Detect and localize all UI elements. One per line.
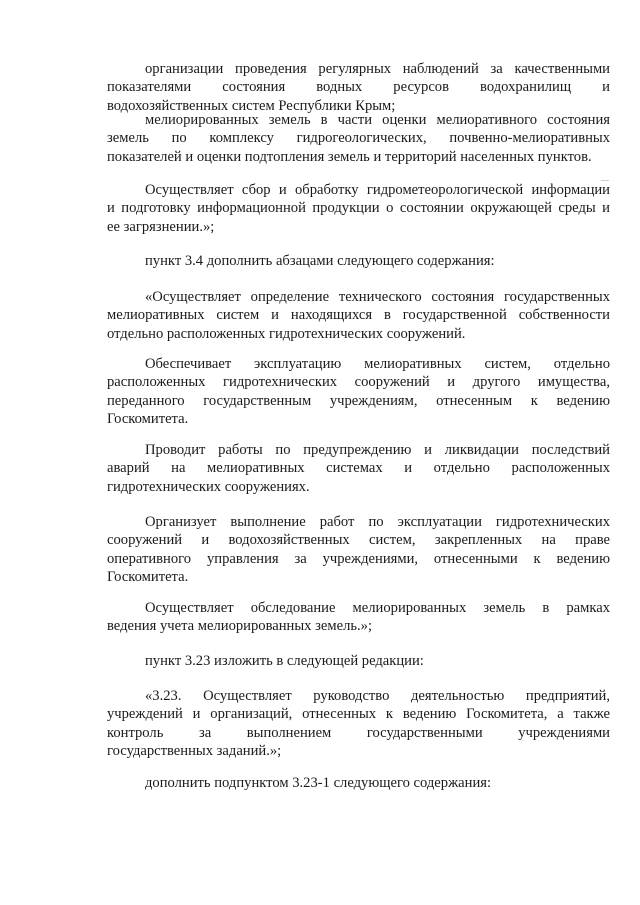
text-line: переданного государственным учреждениям, отнесенным к ведению — [107, 392, 610, 409]
text-line: оперативного управления за учреждениями, отнесенными к ведению — [107, 550, 610, 567]
text-line: организации проведения регулярных наблюдений за качественными — [145, 61, 610, 77]
paragraph-operation — [107, 355, 610, 428]
text-line: сооружений и водохозяйственных систем, закрепленных на праве — [107, 532, 610, 549]
text-line: государственных заданий.»; — [107, 742, 282, 759]
text-line: пункт 3.4 дополнить абзацами следующего содержания: — [145, 253, 495, 269]
text-line: Организует выполнение работ по эксплуатации гидротехнических — [145, 514, 610, 530]
text-line: Осуществляет обследование мелиорированных земель в рамках — [145, 600, 610, 616]
text-line: показателей и оценки подтопления земель и территорий населенных пунктов. — [107, 148, 592, 165]
paragraph-point-3-23 — [107, 652, 610, 670]
paragraph-subpoint-3-23-1 — [107, 774, 610, 792]
text-line: Обеспечивает эксплуатацию мелиоративных систем, отдельно — [145, 356, 610, 372]
text-line: Осуществляет сбор и обработку гидрометеорологической информации — [145, 182, 610, 198]
paragraph-hydromet — [107, 181, 610, 236]
text-line: расположенных гидротехнических сооружений и другого имущества, — [107, 374, 610, 391]
text-line: и подготовку информационной продукции о состоянии окружающей среды и — [107, 200, 610, 217]
text-line: аварий на мелиоративных системах и отдельно расположенных — [107, 460, 610, 477]
text-line: мелиорированных земель в части оценки мелиоративного состояния — [145, 112, 610, 128]
paragraph-point-3-4 — [107, 252, 610, 270]
text-line: отдельно расположенных гидротехнических сооружений. — [107, 325, 466, 342]
text-line: учреждений и организаций, отнесенных к ведению Госкомитета, а также — [107, 706, 610, 723]
paragraph-3-23-text — [107, 687, 610, 760]
text-line: показателями состояния водных ресурсов водохранилищ и — [107, 79, 610, 96]
paragraph-meliorated-lands — [107, 111, 610, 166]
text-line: водохозяйственных систем Республики Крым; — [107, 97, 396, 114]
text-line: Проводит работы по предупреждению и ликвидации последствий — [145, 442, 610, 458]
paragraph-organizes-works — [107, 513, 610, 586]
paragraph-survey — [107, 599, 610, 636]
paragraph-technical-state — [107, 288, 610, 343]
text-line: земель по комплексу гидрогеологических, почвенно-мелиоративных — [107, 130, 610, 147]
text-line: «3.23. Осуществляет руководство деятельностью предприятий, — [145, 688, 610, 704]
text-line: «Осуществляет определение технического состояния государственных — [145, 289, 610, 305]
text-line: ведения учета мелиорированных земель.»; — [107, 618, 373, 635]
text-line: дополнить подпунктом 3.23-1 следующего содержания: — [145, 775, 492, 791]
text-line: мелиоративных систем и находящихся в государственной собственности — [107, 307, 610, 324]
paragraph-accidents — [107, 441, 610, 496]
scan-mark — [601, 180, 609, 181]
text-line: ее загрязнении.»; — [107, 218, 215, 235]
text-line: контроль за выполнением государственными учреждениями — [107, 724, 610, 741]
text-line: пункт 3.23 изложить в следующей редакции: — [145, 653, 424, 669]
text-line: гидротехнических сооружениях. — [107, 478, 310, 495]
paragraph-observations — [107, 60, 610, 115]
text-line: Госкомитета. — [107, 410, 189, 427]
text-line: Госкомитета. — [107, 568, 189, 585]
